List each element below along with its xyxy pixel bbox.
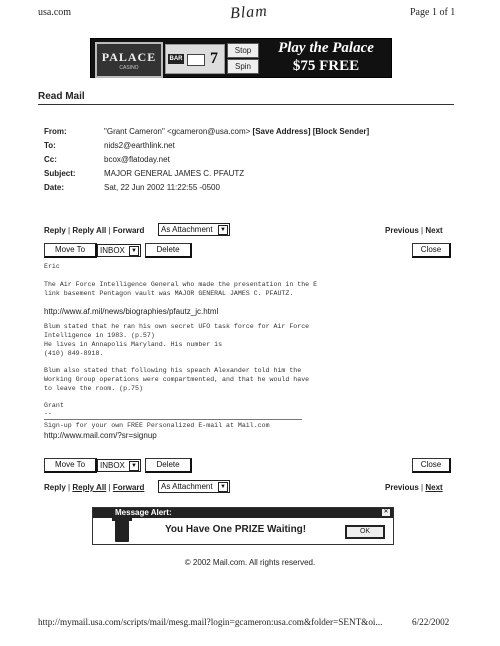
- toolbar-separator: |: [68, 483, 71, 492]
- toolbar-top: [44, 226, 144, 235]
- previous-link[interactable]: Previous: [385, 483, 419, 492]
- trash-can-icon: [115, 520, 129, 542]
- reply-link[interactable]: Reply: [44, 483, 66, 492]
- folder-select-value: INBOX: [100, 246, 125, 255]
- signature-divider: [44, 419, 302, 420]
- message-line: Working Group operations were compartmented, and that he would have: [44, 376, 310, 383]
- folder-select[interactable]: [97, 244, 141, 257]
- ad-headline: Play the Palace: [278, 40, 374, 56]
- page-title: Read Mail: [38, 91, 85, 102]
- print-footer-url: http://mymail.usa.com/scripts/mail/mesg.mail?login=gcameron:usa.com&folder=SENT&oi...: [38, 617, 383, 627]
- message-line: The Air Force Intelligence General who made the presentation in the E: [44, 281, 318, 288]
- forward-link[interactable]: Forward: [112, 226, 145, 235]
- toolbar-bottom: [44, 483, 144, 492]
- message-line: He lives in Annapolis Maryland. His number is: [44, 341, 223, 348]
- chevron-down-icon: ▼: [218, 482, 228, 492]
- forward-link[interactable]: Forward: [112, 483, 145, 492]
- toolbar-separator: |: [68, 226, 71, 235]
- cc-value: bcox@flatoday.net: [104, 155, 170, 164]
- to-label: To:: [44, 141, 56, 150]
- slot-reel-2-icon: [187, 54, 205, 66]
- delete-button[interactable]: Delete: [145, 243, 192, 258]
- cc-label: Cc:: [44, 155, 57, 164]
- casino-logo: [95, 42, 163, 78]
- alert-title-bar: [93, 508, 393, 518]
- print-page-number: Page 1 of 1: [410, 7, 456, 18]
- pagination-bottom: [385, 483, 443, 492]
- forward-mode-select[interactable]: [158, 480, 230, 493]
- date-label: Date:: [44, 183, 65, 192]
- ad-offer: $75 FREE: [292, 58, 360, 74]
- reply-link[interactable]: Reply: [44, 226, 66, 235]
- message-line: Intelligence in 1983. (p.57): [44, 332, 155, 339]
- message-line: link basement Pentagon vault was MAJOR GENERAL JAMES C. PFAUTZ.: [44, 290, 294, 297]
- alert-text: You Have One PRIZE Waiting!: [165, 524, 307, 535]
- slot-reel-3: 7: [210, 50, 218, 67]
- save-address-link[interactable]: [Save Address]: [252, 127, 311, 136]
- message-footer-text: Sign-up for your own FREE Personalized E-mail at Mail.com: [44, 422, 270, 429]
- from-label: From:: [44, 127, 67, 136]
- message-line: to leave the room. (p.75): [44, 385, 143, 392]
- message-alert-ad[interactable]: [92, 507, 394, 545]
- close-icon[interactable]: ✕: [383, 509, 389, 515]
- message-line: --: [44, 410, 52, 417]
- block-sender-link[interactable]: [Block Sender]: [312, 127, 370, 136]
- message-line: (410) 849-8918.: [44, 350, 104, 357]
- alert-title: Message Alert:: [115, 508, 172, 517]
- biography-link[interactable]: http://www.af.mil/news/biographies/pfautz_jc.html: [44, 307, 219, 316]
- subject-value: MAJOR GENERAL JAMES C. PFAUTZ: [104, 169, 245, 178]
- forward-mode-select[interactable]: [158, 223, 230, 236]
- reply-all-link[interactable]: Reply All: [72, 483, 107, 492]
- print-site-name: usa.com: [38, 7, 72, 18]
- toolbar-separator: |: [108, 483, 111, 492]
- delete-button[interactable]: Delete: [145, 458, 192, 473]
- close-button[interactable]: Close: [412, 243, 451, 258]
- chevron-down-icon: ▼: [129, 246, 139, 256]
- casino-logo-text: PALACE: [101, 50, 157, 64]
- title-divider: [38, 104, 454, 105]
- reply-all-link[interactable]: Reply All: [72, 226, 107, 235]
- toolbar-separator: |: [421, 226, 424, 235]
- from-value: [104, 127, 369, 136]
- copyright-notice: © 2002 Mail.com. All rights reserved.: [184, 558, 316, 567]
- slot-reels: [165, 44, 225, 74]
- folder-select[interactable]: [97, 459, 141, 472]
- slot-spin-button[interactable]: Spin: [227, 59, 259, 74]
- forward-mode-value: As Attachment: [161, 225, 213, 234]
- folder-select-value: INBOX: [100, 461, 125, 470]
- move-to-button[interactable]: Move To: [44, 458, 97, 473]
- chevron-down-icon: ▼: [129, 461, 139, 471]
- signup-link[interactable]: http://www.mail.com/?sr=signup: [44, 431, 157, 440]
- print-footer-date: 6/22/2002: [412, 617, 450, 627]
- toolbar-separator: |: [421, 483, 424, 492]
- from-address: "Grant Cameron" <gcameron@usa.com>: [104, 127, 251, 136]
- message-line: Blum also stated that following his speach Alexander told him the: [44, 367, 302, 374]
- subject-label: Subject:: [44, 169, 76, 178]
- slot-reel-1: BAR: [169, 56, 183, 62]
- slot-stop-button[interactable]: Stop: [227, 43, 259, 58]
- next-link[interactable]: Next: [425, 483, 443, 492]
- message-line: Blum stated that he ran his own secret UFO task force for Air Force: [44, 323, 310, 330]
- forward-mode-value: As Attachment: [161, 482, 213, 491]
- message-line: Eric: [44, 263, 60, 270]
- next-link[interactable]: Next: [425, 226, 443, 235]
- top-banner-ad[interactable]: [90, 38, 392, 78]
- casino-logo-subtext: CASINO: [119, 65, 139, 71]
- move-to-button[interactable]: Move To: [44, 243, 97, 258]
- toolbar-separator: |: [108, 226, 111, 235]
- handwritten-signature: Blam: [229, 2, 269, 23]
- chevron-down-icon: ▼: [218, 225, 228, 235]
- previous-link[interactable]: Previous: [385, 226, 419, 235]
- message-line: Grant: [44, 402, 64, 409]
- close-button[interactable]: Close: [412, 458, 451, 473]
- pagination-top: [385, 226, 443, 235]
- to-value: nids2@earthlink.net: [104, 141, 175, 150]
- date-value: Sat, 22 Jun 2002 11:22:55 -0500: [104, 183, 220, 192]
- alert-ok-button[interactable]: OK: [345, 525, 385, 539]
